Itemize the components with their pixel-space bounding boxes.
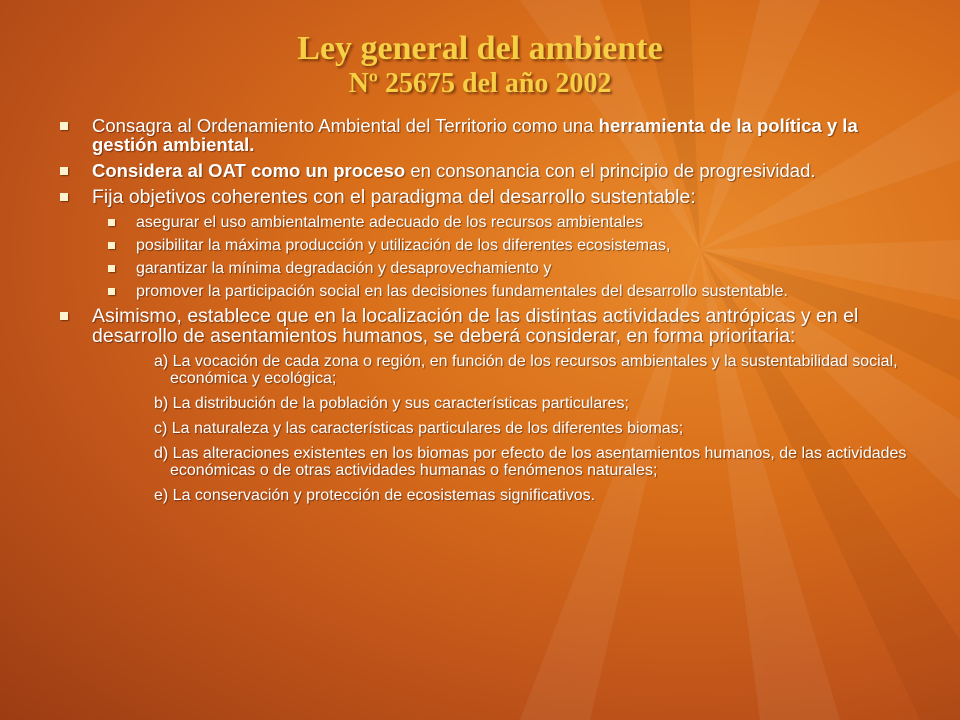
enum-item-d: d) Las alteraciones existentes en los biomas por efecto de los asentamientos humanos, de las actividades económicas o de otras actividades humanas o fenómenos naturales; (154, 445, 907, 479)
sub-bullet-1 (106, 214, 908, 231)
bullet-4 (58, 306, 908, 346)
sub-bullet-square-icon (108, 219, 115, 226)
bullet-square-icon (60, 312, 68, 320)
sub-bullet-1-text: asegurar el uso ambientalmente adecuado de los recursos ambientales (136, 214, 643, 231)
slide-content (58, 116, 908, 512)
sub-bullet-4-text: promover la participación social en las decisiones fundamentales del desarrollo sustentable. (136, 283, 788, 300)
bullet-2-bold: Considera al OAT como un proceso (92, 160, 406, 181)
bullet-1-bold: herramienta de la política y la gestión ambiental. (92, 115, 858, 155)
bullet-3-text: Fija objetivos coherentes con el paradigma del desarrollo sustentable: (92, 186, 696, 208)
sub-bullet-3 (106, 260, 908, 277)
bullet-square-icon (60, 193, 68, 201)
slide-subtitle: Nº 25675 del año 2002 (348, 68, 612, 99)
sub-bullet-square-icon (108, 265, 115, 272)
slide-title: Ley general del ambiente (297, 30, 663, 67)
sub-bullet-2-text: posibilitar la máxima producción y utilización de los diferentes ecosistemas, (136, 237, 671, 254)
bullet-4-text: Asimismo, establece que en la localización de las distintas actividades antrópicas y en el desarrollo de asentamientos humanos, se deberá considerar, en forma prioritaria: (92, 305, 859, 347)
bullet-2 (58, 161, 908, 180)
bullet-square-icon (60, 167, 68, 175)
sub-bullet-3-text: garantizar la mínima degradación y desaprovechamiento y (136, 260, 552, 277)
enum-item-c: c) La naturaleza y las características particulares de los diferentes biomas; (154, 420, 684, 437)
enum-item-a: a) La vocación de cada zona o región, en función de los recursos ambientales y la sustentabilidad social, económica y ecológica; (154, 353, 898, 387)
sub-bullet-square-icon (108, 288, 115, 295)
bullet-1-text: Consagra al Ordenamiento Ambiental del Territorio como una (92, 115, 599, 136)
bullet-3 (58, 187, 908, 207)
sub-bullet-square-icon (108, 242, 115, 249)
bullet-1 (58, 116, 908, 154)
sub-bullet-4 (106, 283, 908, 300)
enum-item-e: e) La conservación y protección de ecosistemas significativos. (154, 487, 596, 504)
enum-item-b: b) La distribución de la población y sus características particulares; (154, 395, 629, 412)
bullet-square-icon (60, 122, 68, 130)
sub-bullet-2 (106, 237, 908, 254)
bullet-2-text: en consonancia con el principio de progresividad. (405, 160, 816, 181)
slide-title-block (0, 30, 960, 100)
